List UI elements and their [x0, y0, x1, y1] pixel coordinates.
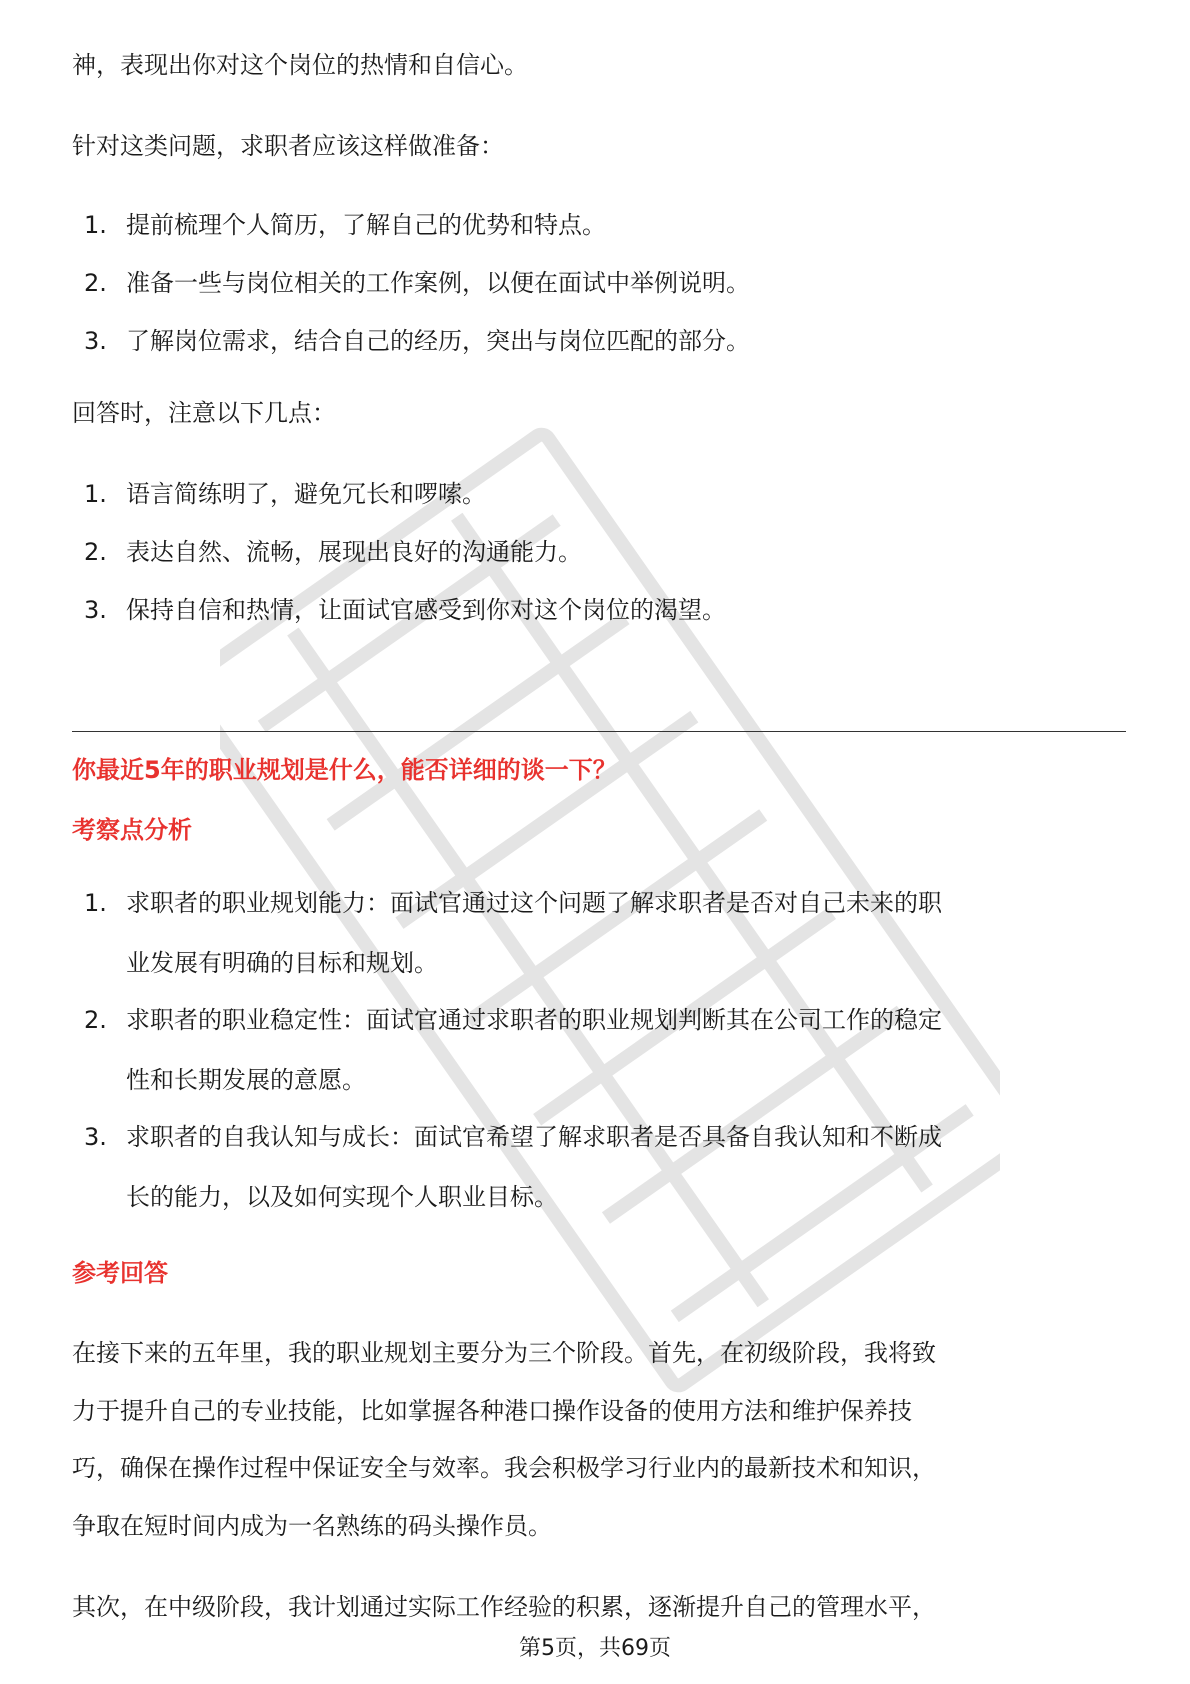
- list-number: 3.: [84, 327, 107, 355]
- list-text-continued: 性和长期发展的意愿。: [126, 1066, 366, 1094]
- list-text: 求职者的职业稳定性：面试官通过求职者的职业规划判断其在公司工作的稳定: [126, 1006, 942, 1034]
- page-number: 第5页，共69页: [519, 1636, 671, 1661]
- list-number: 1.: [84, 211, 107, 239]
- list-text: 求职者的职业规划能力：面试官通过这个问题了解求职者是否对自己未来的职: [126, 889, 942, 917]
- next-paragraph-line: 其次，在中级阶段，我计划通过实际工作经验的积累，逐渐提升自己的管理水平，: [72, 1593, 936, 1621]
- analysis-heading: 考察点分析: [72, 816, 192, 844]
- list-text: 求职者的自我认知与成长：面试官希望了解求职者是否具备自我认知和不断成: [126, 1123, 942, 1151]
- reference-line: 在接下来的五年里，我的职业规划主要分为三个阶段。首先，在初级阶段，我将致: [72, 1339, 936, 1367]
- list-number: 2.: [84, 538, 107, 566]
- reference-line: 力于提升自己的专业技能，比如掌握各种港口操作设备的使用方法和维护保养技: [72, 1397, 912, 1425]
- list-text: 了解岗位需求，结合自己的经历，突出与岗位匹配的部分。: [126, 327, 750, 355]
- list-text-continued: 业发展有明确的目标和规划。: [126, 949, 438, 977]
- list-text: 提前梳理个人简历，了解自己的优势和特点。: [126, 211, 606, 239]
- answer-intro: 回答时，注意以下几点：: [72, 399, 336, 427]
- list-text: 准备一些与岗位相关的工作案例，以便在面试中举例说明。: [126, 269, 750, 297]
- list-number: 2.: [84, 1006, 107, 1034]
- list-number: 3.: [84, 1123, 107, 1151]
- list-text-continued: 长的能力，以及如何实现个人职业目标。: [126, 1183, 558, 1211]
- section-divider: [72, 731, 1126, 732]
- list-number: 3.: [84, 596, 107, 624]
- list-number: 1.: [84, 889, 107, 917]
- reference-line: 争取在短时间内成为一名熟练的码头操作员。: [72, 1512, 552, 1540]
- list-text: 语言简练明了，避免冗长和啰嗦。: [126, 480, 486, 508]
- prep-intro: 针对这类问题，求职者应该这样做准备：: [72, 132, 504, 160]
- list-text: 表达自然、流畅，展现出良好的沟通能力。: [126, 538, 582, 566]
- list-number: 2.: [84, 269, 107, 297]
- list-number: 1.: [84, 480, 107, 508]
- reference-heading: 参考回答: [72, 1259, 168, 1287]
- intro-continuation: 神，表现出你对这个岗位的热情和自信心。: [72, 51, 528, 79]
- reference-line: 巧，确保在操作过程中保证安全与效率。我会积极学习行业内的最新技术和知识，: [72, 1454, 936, 1482]
- list-text: 保持自信和热情，让面试官感受到你对这个岗位的渴望。: [126, 596, 726, 624]
- question-title: 你最近5年的职业规划是什么，能否详细的谈一下？: [72, 756, 617, 784]
